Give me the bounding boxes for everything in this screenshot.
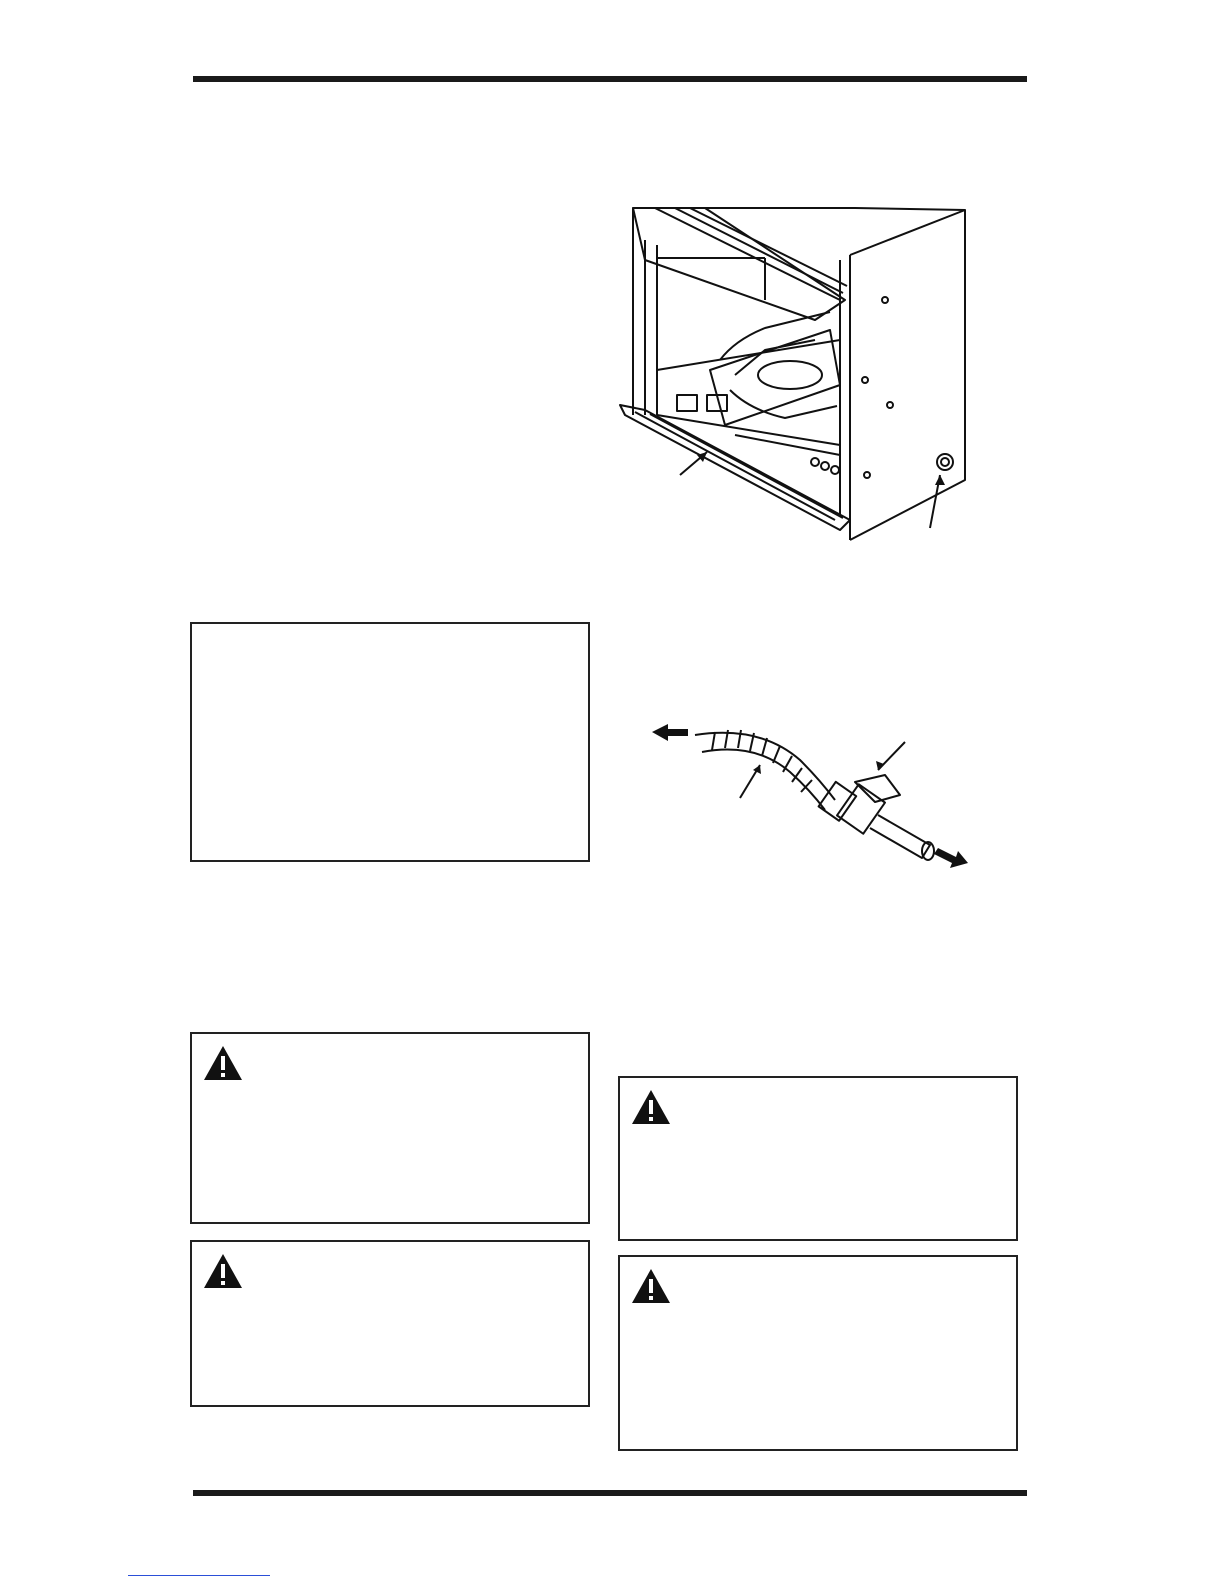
warning-box-left-1 [190,1032,590,1224]
footer-rule [193,1490,1027,1496]
warning-triangle-icon [202,1044,244,1082]
warning-box-left-2 [190,1240,590,1407]
fireplace-diagram [615,200,975,550]
link-underline[interactable] [128,1575,270,1576]
gas-hose-diagram [640,720,980,880]
notice-box [190,622,590,862]
warning-box-right-2 [618,1255,1018,1451]
warning-triangle-icon [630,1267,672,1305]
warning-triangle-icon [630,1088,672,1126]
warning-box-right-1 [618,1076,1018,1241]
warning-triangle-icon [202,1252,244,1290]
header-rule [193,76,1027,82]
